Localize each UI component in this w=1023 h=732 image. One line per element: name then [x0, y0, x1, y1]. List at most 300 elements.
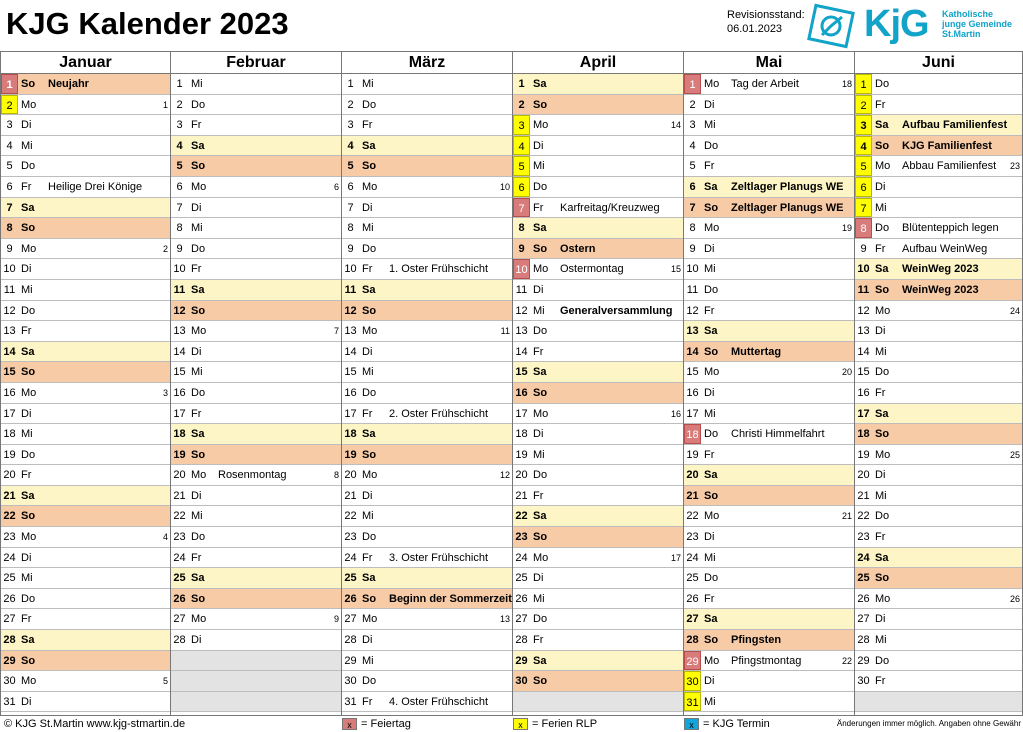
day-row — [513, 630, 683, 651]
legend-kjg-label: = KJG Termin — [703, 718, 770, 730]
weekday: Di — [875, 325, 886, 338]
weekday: Do — [533, 469, 548, 482]
day-row — [1, 342, 170, 363]
weekday: So — [533, 386, 548, 399]
weekday: Mo — [533, 263, 549, 276]
weekday: Sa — [21, 201, 35, 214]
weekday: Mo — [533, 119, 549, 132]
event-label: WeinWeg 2023 — [902, 263, 979, 276]
day-number: 26 — [173, 592, 186, 605]
day-number: 28 — [857, 634, 870, 647]
day-row — [684, 527, 854, 548]
weekday: Do — [362, 242, 377, 255]
day-number: 15 — [3, 366, 16, 379]
logo-subtitle-line: junge Gemeinde — [942, 19, 1013, 29]
weekday: Fr — [875, 531, 886, 544]
week-number: 19 — [841, 223, 852, 234]
day-number: 7 — [513, 198, 530, 218]
day-row — [684, 74, 854, 95]
day-row — [171, 342, 341, 363]
day-row — [342, 609, 512, 630]
day-number: 10 — [686, 263, 699, 276]
day-number: 18 — [344, 428, 357, 441]
weekday: Sa — [191, 139, 205, 152]
day-number: 21 — [686, 489, 699, 502]
weekday: Di — [191, 634, 202, 647]
day-number: 17 — [344, 407, 357, 420]
month-column-3 — [342, 51, 513, 715]
day-row — [1, 568, 170, 589]
day-row — [1, 177, 170, 198]
day-number: 20 — [344, 469, 357, 482]
day-number: 29 — [3, 654, 16, 667]
day-row — [513, 506, 683, 527]
weekday: Do — [533, 613, 548, 626]
weekday: So — [21, 222, 36, 235]
day-row — [513, 74, 683, 95]
day-number: 1 — [855, 74, 872, 94]
event-label: 1. Oster Frühschicht — [389, 263, 489, 276]
event-label: Pfingstmontag — [731, 654, 802, 667]
weekday: Sa — [21, 345, 35, 358]
day-row — [855, 177, 1022, 198]
day-row — [342, 218, 512, 239]
weekday: Fr — [362, 695, 373, 708]
weekday: So — [533, 675, 548, 688]
day-number: 9 — [176, 242, 183, 255]
day-row — [342, 301, 512, 322]
weekday: Mi — [191, 78, 203, 90]
weekday: Mo — [875, 160, 891, 173]
day-row — [171, 548, 341, 569]
weekday: Do — [21, 304, 36, 317]
day-row — [513, 589, 683, 610]
weekday: Di — [704, 386, 715, 399]
legend-feiertag-swatch: x — [342, 718, 357, 730]
weekday: So — [875, 283, 890, 296]
event-label: Generalversammlung — [560, 304, 673, 317]
day-row — [171, 198, 341, 219]
day-number: 4 — [176, 139, 183, 152]
month-header: Juni — [855, 51, 1022, 74]
weekday: Do — [362, 386, 377, 399]
week-number: 23 — [1009, 161, 1020, 172]
legend-kjg-swatch: x — [684, 718, 699, 730]
day-number: 30 — [3, 675, 16, 688]
day-row — [171, 630, 341, 651]
day-row — [513, 445, 683, 466]
weekday: Fr — [362, 263, 373, 276]
week-number: 2 — [162, 243, 168, 254]
month-column-1 — [0, 51, 171, 715]
empty-day-cell — [171, 651, 341, 672]
event-label: Christi Himmelfahrt — [731, 428, 825, 441]
day-row — [513, 486, 683, 507]
day-number: 1 — [684, 74, 701, 94]
day-number: 15 — [515, 366, 528, 379]
day-row — [342, 465, 512, 486]
day-number: 9 — [518, 242, 525, 255]
day-row — [684, 568, 854, 589]
month-header: Januar — [1, 51, 170, 74]
weekday: Di — [704, 98, 715, 111]
day-row — [855, 259, 1022, 280]
week-number: 21 — [841, 511, 852, 522]
weekday: So — [875, 139, 890, 152]
weekday: Mo — [21, 675, 37, 688]
day-row — [1, 527, 170, 548]
revision-info — [727, 8, 805, 36]
weekday: Sa — [191, 428, 205, 441]
day-row — [342, 259, 512, 280]
day-number: 11 — [344, 283, 357, 296]
day-number: 15 — [686, 366, 699, 379]
day-row — [855, 424, 1022, 445]
weekday: Do — [362, 531, 377, 544]
day-number: 8 — [518, 222, 525, 235]
day-number: 8 — [6, 222, 13, 235]
day-number: 2 — [1, 95, 18, 115]
day-number: 25 — [173, 572, 186, 585]
day-row — [855, 651, 1022, 672]
day-row — [684, 115, 854, 136]
weekday: Fr — [191, 119, 202, 132]
day-row — [171, 568, 341, 589]
weekday: Fr — [191, 263, 202, 276]
day-number: 29 — [515, 654, 528, 667]
day-row — [171, 218, 341, 239]
day-number: 19 — [857, 448, 870, 461]
day-row — [513, 239, 683, 260]
day-number: 19 — [686, 448, 699, 461]
day-number: 11 — [173, 283, 186, 296]
weekday: Mi — [21, 572, 33, 585]
day-number: 12 — [686, 304, 699, 317]
day-number: 12 — [344, 304, 357, 317]
day-number: 22 — [515, 510, 528, 523]
day-row — [855, 301, 1022, 322]
day-number: 17 — [3, 407, 16, 420]
weekday: Mo — [875, 304, 891, 317]
day-row — [342, 342, 512, 363]
event-label: Karfreitag/Kreuzweg — [560, 201, 660, 214]
footer-copyright: © KJG St.Martin www.kjg-stmartin.de — [4, 718, 186, 730]
weekday: Mo — [191, 180, 207, 193]
day-row — [684, 383, 854, 404]
empty-day-cell — [171, 671, 341, 692]
weekday: Do — [21, 592, 36, 605]
weekday: Sa — [704, 613, 718, 626]
weekday: Di — [21, 119, 32, 132]
day-row — [513, 465, 683, 486]
day-number: 8 — [855, 218, 872, 238]
day-row — [684, 589, 854, 610]
day-row — [1, 651, 170, 672]
month-column-5 — [684, 51, 855, 715]
day-number: 7 — [347, 201, 354, 214]
weekday: Do — [533, 325, 548, 338]
weekday: Fr — [362, 119, 373, 132]
day-row — [855, 321, 1022, 342]
day-number: 2 — [689, 98, 696, 111]
day-number: 6 — [855, 177, 872, 197]
day-row — [855, 136, 1022, 157]
week-number: 8 — [333, 470, 339, 481]
day-row — [1, 465, 170, 486]
day-number: 26 — [515, 592, 528, 605]
day-row — [513, 404, 683, 425]
weekday: So — [533, 98, 548, 111]
weekday: Mi — [875, 489, 887, 502]
day-row — [171, 239, 341, 260]
day-row — [513, 671, 683, 692]
day-number: 25 — [686, 572, 699, 585]
day-number: 6 — [689, 180, 696, 193]
day-row — [342, 115, 512, 136]
day-number: 6 — [513, 177, 530, 197]
calendar-grid — [0, 51, 1023, 715]
weekday: Di — [362, 201, 373, 214]
week-number: 22 — [841, 655, 852, 666]
day-row — [1, 630, 170, 651]
day-row — [342, 177, 512, 198]
day-number: 13 — [515, 325, 528, 338]
day-row — [342, 671, 512, 692]
day-number: 30 — [515, 675, 528, 688]
month-header: Mai — [684, 51, 854, 74]
day-number: 14 — [173, 345, 186, 358]
day-row — [1, 506, 170, 527]
day-row — [684, 692, 854, 713]
event-label: Abbau Familienfest — [902, 160, 997, 173]
day-number: 4 — [347, 139, 354, 152]
day-number: 9 — [347, 242, 354, 255]
day-number: 23 — [515, 531, 528, 544]
day-number: 16 — [3, 386, 16, 399]
weekday: So — [21, 366, 36, 379]
day-row — [342, 404, 512, 425]
day-row — [855, 239, 1022, 260]
event-label: Muttertag — [731, 345, 782, 358]
event-label: Ostern — [560, 242, 596, 255]
day-row — [684, 424, 854, 445]
weekday: So — [191, 592, 206, 605]
weekday: Mi — [875, 201, 887, 214]
day-row — [513, 156, 683, 177]
weekday: Mo — [875, 592, 891, 605]
day-row — [684, 301, 854, 322]
weekday: So — [875, 428, 890, 441]
weekday: Do — [875, 366, 890, 379]
day-number: 13 — [173, 325, 186, 338]
day-row — [684, 548, 854, 569]
weekday: Di — [362, 489, 373, 502]
day-row — [171, 527, 341, 548]
month-header: März — [342, 51, 512, 74]
day-number: 3 — [689, 119, 696, 132]
day-number: 4 — [689, 139, 696, 152]
day-number: 20 — [686, 469, 699, 482]
day-number: 26 — [3, 592, 16, 605]
day-row — [855, 156, 1022, 177]
day-row — [684, 404, 854, 425]
day-number: 13 — [3, 325, 16, 338]
weekday: Fr — [21, 469, 32, 482]
page-title: KJG Kalender 2023 — [6, 6, 289, 41]
day-row — [855, 589, 1022, 610]
day-row — [513, 280, 683, 301]
day-row — [171, 136, 341, 157]
day-number: 20 — [857, 469, 870, 482]
weekday: Di — [533, 283, 544, 296]
weekday: Mi — [191, 366, 203, 379]
day-row — [684, 136, 854, 157]
week-number: 18 — [841, 79, 852, 89]
day-number: 1 — [1, 74, 18, 94]
day-number: 31 — [3, 695, 16, 708]
weekday: Mi — [533, 304, 545, 317]
day-number: 10 — [3, 263, 16, 276]
weekday: Sa — [362, 139, 376, 152]
day-number: 23 — [857, 531, 870, 544]
week-number: 9 — [333, 614, 339, 625]
day-number: 14 — [3, 345, 16, 358]
day-number: 27 — [515, 613, 528, 626]
day-row — [684, 218, 854, 239]
day-row — [342, 651, 512, 672]
weekday: Mo — [21, 242, 37, 255]
day-row — [342, 589, 512, 610]
month-column-2 — [171, 51, 342, 715]
weekday: Mo — [533, 551, 549, 564]
week-number: 15 — [670, 264, 681, 275]
weekday: Sa — [362, 283, 376, 296]
legend-ferien-label: = Ferien RLP — [532, 718, 598, 730]
weekday: Di — [21, 407, 32, 420]
day-row — [1, 218, 170, 239]
weekday: Mi — [875, 634, 887, 647]
weekday: Fr — [21, 613, 32, 626]
day-row — [342, 321, 512, 342]
weekday: Sa — [704, 469, 718, 482]
day-row — [1, 95, 170, 116]
day-number: 2 — [855, 95, 872, 115]
weekday: So — [191, 160, 206, 173]
day-row — [1, 404, 170, 425]
weekday: So — [362, 592, 377, 605]
day-number: 22 — [344, 510, 357, 523]
weekday: Do — [875, 510, 890, 523]
weekday: Do — [191, 98, 206, 111]
day-number: 8 — [176, 222, 183, 235]
weekday: Sa — [362, 572, 376, 585]
day-row — [1, 198, 170, 219]
day-row — [513, 177, 683, 198]
event-label: Ostermontag — [560, 263, 624, 276]
day-number: 20 — [3, 469, 16, 482]
day-number: 22 — [857, 510, 870, 523]
weekday: So — [21, 654, 36, 667]
day-row — [1, 115, 170, 136]
day-number: 31 — [684, 692, 701, 712]
day-row — [684, 321, 854, 342]
day-row — [684, 506, 854, 527]
day-number: 23 — [686, 531, 699, 544]
week-number: 13 — [499, 614, 510, 625]
day-number: 23 — [3, 531, 16, 544]
day-number: 16 — [857, 386, 870, 399]
day-row — [855, 568, 1022, 589]
weekday: Do — [875, 654, 890, 667]
day-number: 24 — [857, 551, 870, 564]
day-number: 28 — [173, 634, 186, 647]
day-row — [1, 609, 170, 630]
revision-date: 06.01.2023 — [727, 23, 783, 35]
weekday: Mi — [362, 654, 374, 667]
weekday: Sa — [875, 551, 889, 564]
weekday: So — [533, 242, 548, 255]
day-row — [855, 362, 1022, 383]
day-number: 7 — [689, 201, 696, 214]
event-label: KJG Familienfest — [902, 139, 992, 152]
day-row — [342, 692, 512, 713]
weekday: Mo — [362, 469, 378, 482]
day-row — [171, 259, 341, 280]
event-label: Zeltlager Planugs WE — [731, 201, 844, 214]
day-number: 9 — [689, 242, 696, 255]
weekday: Di — [875, 180, 886, 193]
empty-day-cell — [855, 692, 1022, 713]
weekday: So — [533, 531, 548, 544]
day-row — [855, 342, 1022, 363]
day-row — [684, 465, 854, 486]
weekday: Di — [533, 139, 544, 152]
day-number: 31 — [344, 695, 357, 708]
day-number: 9 — [6, 242, 13, 255]
day-number: 15 — [344, 366, 357, 379]
day-row — [684, 259, 854, 280]
weekday: Fr — [362, 551, 373, 564]
day-number: 17 — [686, 407, 699, 420]
day-number: 24 — [173, 551, 186, 564]
day-number: 16 — [515, 386, 528, 399]
day-number: 13 — [344, 325, 357, 338]
weekday: Mo — [704, 366, 720, 379]
week-number: 25 — [1009, 449, 1020, 460]
legend-ferien-swatch: x — [513, 718, 528, 730]
weekday: Mi — [704, 119, 716, 132]
weekday: Di — [704, 242, 715, 255]
weekday: Mo — [704, 222, 720, 235]
weekday: Mi — [362, 510, 374, 523]
weekday: Mo — [362, 325, 378, 338]
day-row — [855, 630, 1022, 651]
day-row — [1, 301, 170, 322]
event-label: Blütenteppich legen — [902, 222, 999, 235]
weekday: Fr — [533, 345, 544, 358]
kjg-logo-icon — [806, 5, 856, 47]
logo-subtitle-line: Katholische — [942, 9, 994, 19]
day-row — [513, 568, 683, 589]
day-number: 19 — [344, 448, 357, 461]
day-row — [171, 115, 341, 136]
day-number: 8 — [689, 222, 696, 235]
week-number: 12 — [499, 470, 510, 481]
day-number: 27 — [686, 613, 699, 626]
day-row — [855, 218, 1022, 239]
weekday: Fr — [191, 551, 202, 564]
day-row — [1, 671, 170, 692]
